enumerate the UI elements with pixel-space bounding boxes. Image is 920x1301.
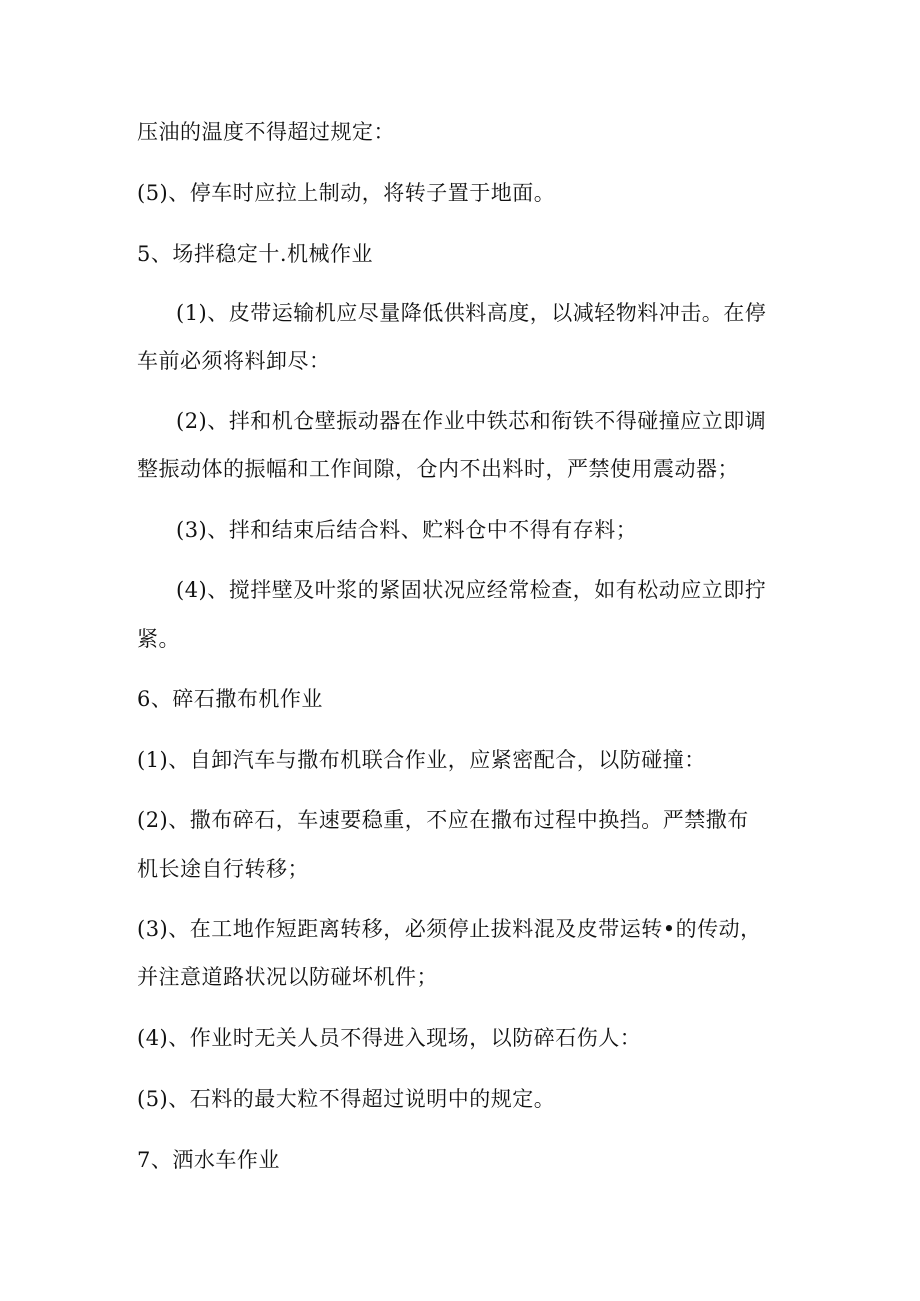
text-line: (2)、撒布碎石，车速要稳重，不应在撒布过程中换挡。严禁撒布 (137, 808, 749, 832)
text-line: 整振动体的振幅和工作间隙，仓内不出料时，严禁使用震动器； (137, 457, 739, 481)
section-heading: 7、洒水车作业 (137, 1148, 280, 1172)
section-heading: 6、碎石撒布机作业 (137, 687, 323, 711)
text-line: (3)、拌和结束后结合料、贮料仓中不得有存料； (176, 518, 638, 542)
section-heading: 5、场拌稳定十.机械作业 (137, 242, 374, 266)
text-line: (5)、停车时应拉上制动，将转子置于地面。 (137, 181, 556, 205)
text-line: (2)、拌和机仓壁振动器在作业中铁芯和衔铁不得碰撞应立即调 (176, 409, 767, 433)
text-line: (5)、石料的最大粒不得超过说明中的规定。 (137, 1087, 556, 1111)
text-line: 车前必须将料卸尽： (137, 349, 331, 373)
text-line: (4)、搅拌壁及叶浆的紧固状况应经常检查，如有松动应立即拧 (176, 578, 767, 602)
text-line: (1)、皮带运输机应尽量降低供料高度，以减轻物料冲击。在停 (176, 301, 767, 325)
text-line: 紧。 (137, 627, 180, 651)
text-line: 压油的温度不得超过规定： (137, 120, 395, 144)
text-line: 机长途自行转移； (137, 857, 309, 881)
text-line: 并注意道路状况以防碰坏机件； (137, 965, 438, 989)
text-line: (3)、在工地作短距离转移，必须停止拔料混及皮带运转•的传动， (137, 917, 762, 941)
text-line: (4)、作业时无关人员不得进入现场，以防碎石伤人： (137, 1026, 642, 1050)
text-line: (1)、自卸汽车与撒布机联合作业，应紧密配合，以防碰撞： (137, 748, 706, 772)
